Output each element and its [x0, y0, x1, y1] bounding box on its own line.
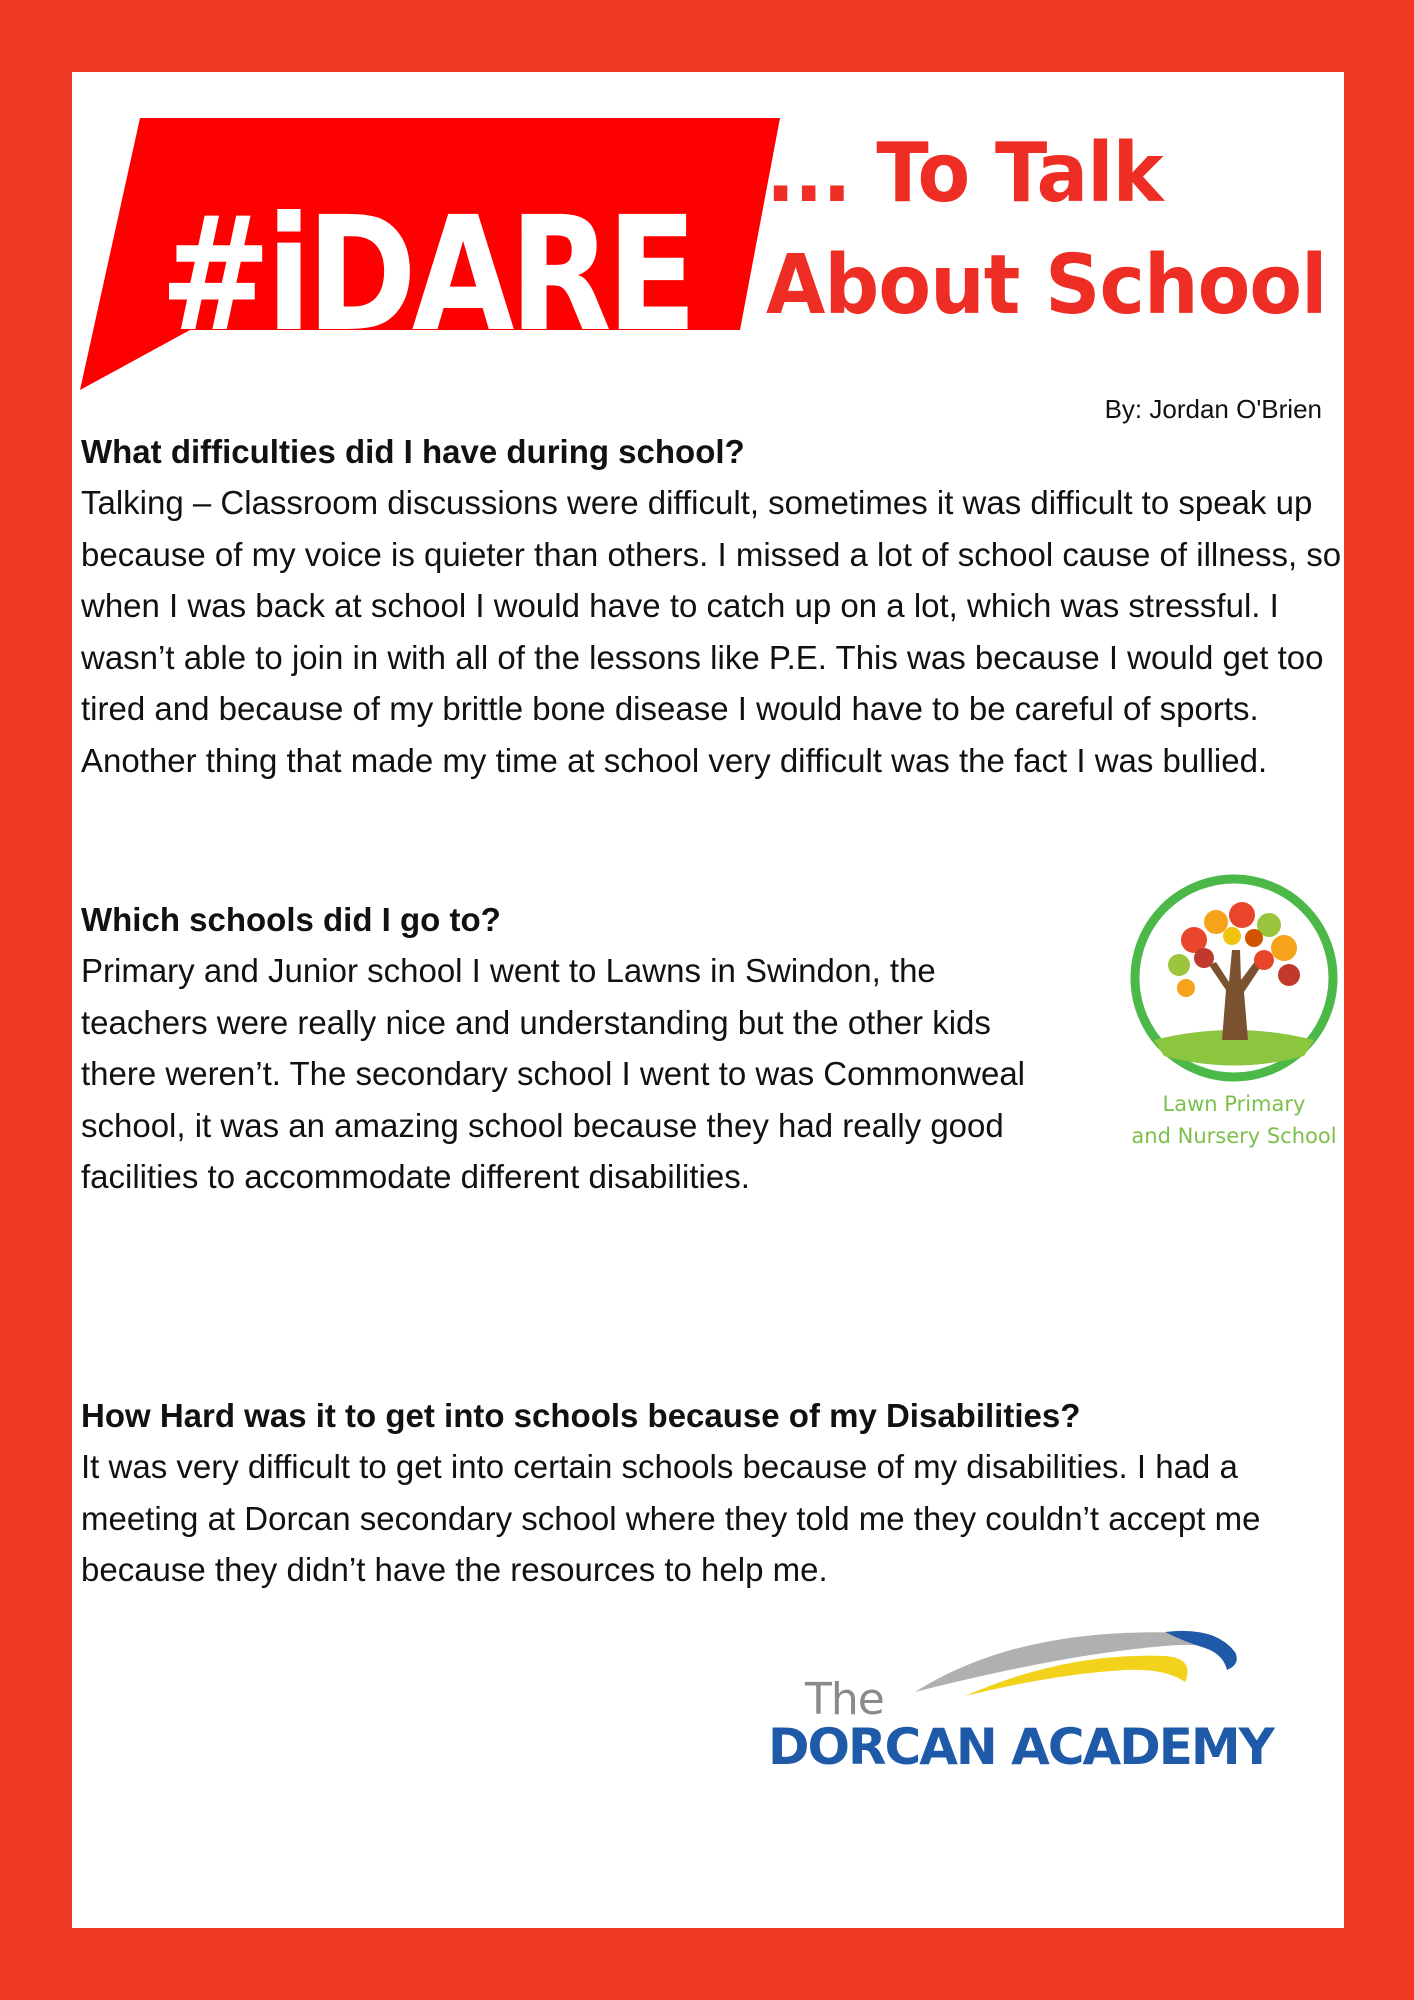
- section-body: Talking – Classroom discussions were difficult, sometimes it was difficult to speak up because of my voice is quieter than others. I missed a lot of school cause of illness, so when I was back at school I would have to catch up on a lot, which was stressful. I wasn’t able to join in with all of the lessons like P.E. This was because I would get too tired and because of my brittle bone disease I would have to be careful of sports. Another thing that made my time at school very difficult was the fact I was bullied.: [81, 484, 1342, 779]
- author-byline: By: Jordan O'Brien: [1104, 394, 1322, 424]
- headline-line-1: ... To Talk: [766, 126, 1163, 221]
- section-body: It was very difficult to get into certain schools because of my disabilities. I had a meeting at Dorcan secondary school where they told me they couldn’t accept me because they didn’t have the resources to help me.: [81, 1448, 1261, 1588]
- section-heading: How Hard was it to get into schools because of my Disabilities?: [81, 1397, 1081, 1434]
- section-heading: Which schools did I go to?: [81, 901, 501, 938]
- dorcan-name-text: DORCAN ACADEMY: [768, 1718, 1273, 1776]
- tree-icon: [1114, 870, 1354, 1090]
- lawn-school-name: [1114, 1088, 1354, 1152]
- section-schools: [81, 894, 1041, 1203]
- section-difficulties: [81, 426, 1345, 786]
- headline-line-2: About School: [766, 238, 1327, 333]
- section-admission: [81, 1390, 1331, 1596]
- headline: [766, 118, 1365, 342]
- dorcan-academy-logo: [765, 1612, 1309, 1802]
- lawn-name-line-2: and Nursery School: [1131, 1124, 1337, 1148]
- section-body: Primary and Junior school I went to Lawns in Swindon, the teachers were really nice and understanding but the other kids there weren’t. The secondary school I went to was Commonweal school, it was an amazing school because they had really good facilities to accommodate different disabilities.: [81, 952, 1026, 1195]
- section-heading: What difficulties did I have during school?: [81, 433, 745, 470]
- lawn-school-logo: [1114, 870, 1354, 1160]
- hashtag-banner: [80, 118, 780, 390]
- hashtag-title: #iDARE: [160, 183, 693, 367]
- dorcan-the-text: The: [805, 1674, 884, 1725]
- poster-page: [72, 72, 1344, 1928]
- lawn-name-line-1: Lawn Primary: [1162, 1092, 1306, 1116]
